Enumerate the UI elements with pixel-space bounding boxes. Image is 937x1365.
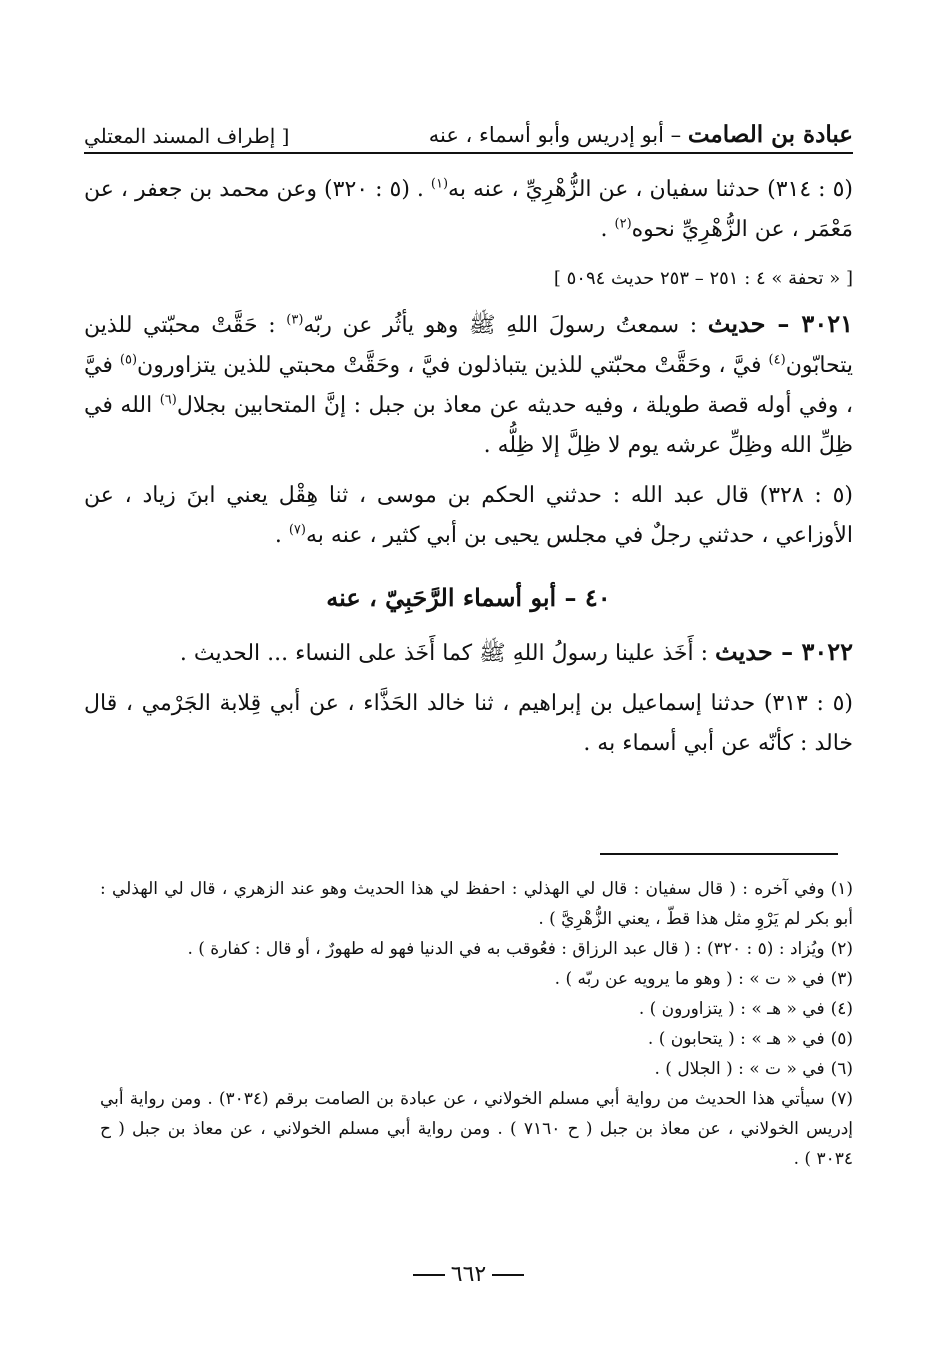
footnote-ref-7[interactable]: (٧) — [288, 522, 306, 538]
page-number-value: ٦٦٢ — [450, 1262, 487, 1287]
header-book-title: [ إطراف المسند المعتلي — [84, 124, 290, 148]
text-run: : أَخَذ علينا رسولُ اللهِ ﷺ كما أَخَذ على النساء ... الحديث . — [179, 641, 709, 666]
footnote-1 — [100, 874, 853, 934]
footnote-ref-1[interactable]: (١) — [430, 176, 449, 192]
footnote-text: في « ت » : ( وهو ما يرويه عن ربّه ) . — [554, 969, 825, 989]
footnote-text: سيأتي هذا الحديث من رواية أبي مسلم الخولاني ، عن عبادة بن الصامت برقم (٣٠٣٤) . ومن رواية أبي إدريس الخولاني ، عن معاذ بن جبل ( ح ٧١٦٠ ) . ومن رواية أبي مسلم الخولاني ، عن معاذ بن جبل ( ح ٣٠٣٤ ) . — [100, 1089, 853, 1169]
text-run: . — [600, 217, 608, 242]
text-run: فيَّ ، وفي أوله قصة طويلة ، وفيه حديثه عن معاذ بن جبل : إنَّ المتحابين بجلال — [84, 353, 853, 418]
text-run: : حَقَّتْ محبّتي للذين يتحابّون — [84, 313, 853, 378]
footnote-5 — [100, 1024, 853, 1054]
paragraph-isnad-1 — [84, 170, 853, 250]
text-run: . (٥ : ٣٢٠) وعن محمد بن جعفر ، عن مَعْمَر ، عن الزُّهْرِيِّ نحوه — [84, 177, 853, 242]
paragraph-isnad-3: (٥ : ٣١٣) حدثنا إسماعيل بن إبراهيم ، ثنا خالد الحَذَّاء ، عن أبي قِلابة الجَرْمي ، قال خالد : كأنّه عن أبي أسماء به . — [84, 691, 853, 756]
footnote-3 — [100, 964, 853, 994]
hadith-3022 — [84, 632, 853, 674]
footnote-number: (١) — [830, 879, 853, 899]
text-run: فيَّ ، وحَقَّتْ محبّتي للذين يتباذلون فيَّ ، وحَقَّتْ محبتي للذين يتزاورون — [137, 353, 762, 378]
header-title — [429, 121, 853, 148]
footnote-ref-6[interactable]: (٦) — [159, 392, 177, 408]
text-run: (٥ : ٣٢٨) قال عبد الله : حدثني الحكم بن موسى ، ثنا هِقْل يعني ابنَ زياد ، عن الأوزاعي ، حدثني رجلٌ في مجلس يحيى بن أبي كثير ، عنه به — [84, 483, 853, 548]
page-number — [0, 1262, 937, 1287]
footnote-text: في « هـ » : ( يتزاورون ) . — [638, 999, 825, 1019]
footnote-6 — [100, 1054, 853, 1084]
paragraph-isnad-2 — [84, 476, 853, 556]
footnote-number: (٤) — [830, 999, 853, 1019]
footnote-ref-2[interactable]: (٢) — [614, 216, 632, 232]
dash-left — [413, 1274, 445, 1276]
footnote-number: (٧) — [830, 1089, 853, 1109]
text-run: . — [274, 523, 282, 548]
footnote-number: (٢) — [830, 939, 853, 959]
text-run: الله في ظِلِّ الله وظِلِّ عرشه يوم لا ظِلَّ إلا ظِلُّه . — [84, 393, 853, 458]
footnote-2 — [100, 934, 853, 964]
hadith-3021 — [84, 304, 853, 466]
text-run: : سمعتُ رسولَ اللهِ ﷺ وهو يأثُر عن ربّه — [303, 313, 698, 338]
footnote-text: وفي آخره : ( قال سفيان : قال لي الهذلي : احفظ لي هذا الحديث وهو عند الزهري ، قال لي الهذلي : أبو بكر لم يَرْوِ مثل هذا قطّ ، يعني الزُّهْرِيَّ ) . — [100, 879, 853, 929]
text-run: (٥ : ٣١٤) حدثنا سفيان ، عن الزُّهْرِيِّ ، عنه به — [448, 177, 853, 202]
footnote-number: (٥) — [830, 1029, 853, 1049]
header-title-bold: عبادة بن الصامت — [687, 121, 853, 148]
tuhfa-reference: [ « تحفة » ٤ : ٢٥١ – ٢٥٣ حديث ٥٠٩٤ ] — [553, 268, 853, 289]
footnote-ref-5[interactable]: (٥) — [119, 352, 138, 368]
header-title-rest: – أبو إدريس وأبو أسماء ، عنه — [428, 123, 688, 147]
footnote-ref-4[interactable]: (٤) — [768, 352, 786, 368]
main-text — [84, 170, 853, 764]
hadith-number: ٣٠٢٢ – حديث — [715, 637, 853, 666]
footnote-separator — [600, 853, 838, 855]
dash-right — [492, 1274, 524, 1276]
section-heading: ٤٠ – أبو أسماء الرَّحَبِيّ ، عنه — [326, 583, 611, 612]
hadith-number: ٣٠٢١ – حديث — [707, 309, 853, 338]
footnote-text: في « ت » : ( الجلال ) . — [654, 1059, 825, 1079]
footnote-text: ويُزاد : (٥ : ٣٢٠) : ( قال عبد الرزاق : فعُوقب به في الدنيا فهو له طهورٌ ، أو قال : كفارة ) . — [187, 939, 825, 959]
footnote-text: في « هـ » : ( يتحابون ) . — [647, 1029, 825, 1049]
running-header — [84, 108, 853, 154]
footnote-4 — [100, 994, 853, 1024]
footnotes — [100, 874, 853, 1174]
footnote-7 — [100, 1084, 853, 1174]
footnote-number: (٦) — [830, 1059, 853, 1079]
footnote-ref-3[interactable]: (٣) — [286, 312, 304, 328]
footnote-number: (٣) — [830, 969, 853, 989]
